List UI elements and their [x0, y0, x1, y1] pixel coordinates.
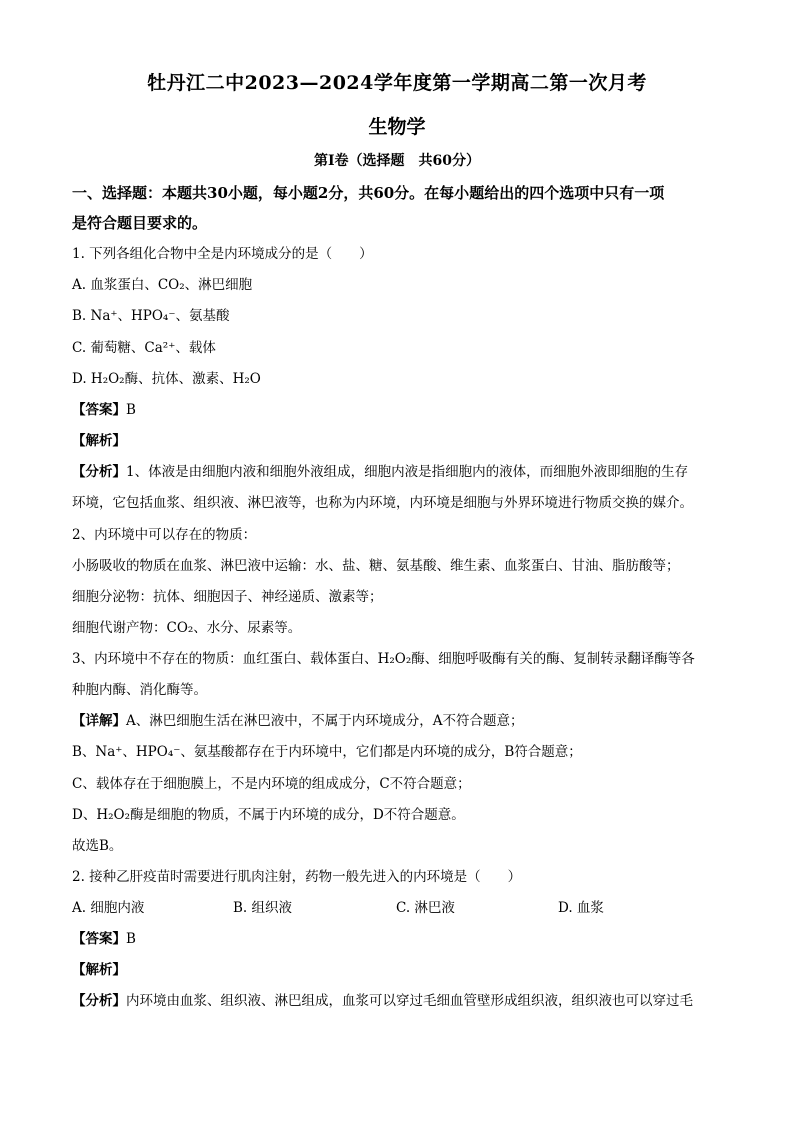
q1-option-b: B. Na⁺、HPO₄⁻、氨基酸 — [72, 308, 230, 324]
answer-value: B — [126, 931, 136, 947]
q1-option-d: D. H₂O₂酶、抗体、激素、H₂O — [72, 371, 261, 387]
instructions-line-1: 一、选择题：本题共30小题，每小题2分，共60分。在每小题给出的四个选项中只有一项 — [72, 184, 665, 202]
q1-xiangjie-1 — [72, 712, 732, 730]
section-title: 第Ⅰ卷（选择题 共60分） — [313, 153, 481, 169]
q2-option-b: B. 组织液 — [233, 900, 293, 916]
fenxi-text: 内环境由血浆、组织液、淋巴组成，血浆可以穿过毛细血管壁形成组织液，组织液也可以穿过毛 — [126, 993, 693, 1009]
q1-option-a: A. 血浆蛋白、CO₂、淋巴细胞 — [72, 277, 253, 293]
subject-title: 生物学 — [368, 116, 426, 138]
exam-title: 牡丹江二中2023—2024学年度第一学期高二第一次月考 — [147, 72, 647, 94]
q2-stem: 2. 接种乙肝疫苗时需要进行肌肉注射，药物一般先进入的内环境是（ ） — [72, 869, 522, 885]
q1-option-c: C. 葡萄糖、Ca²⁺、载体 — [72, 340, 216, 356]
fenxi-tag: 【分析】 — [72, 993, 126, 1009]
q1-xiangjie-4: D、H₂O₂酶是细胞的物质，不属于内环境的成分，D不符合题意。 — [72, 807, 465, 823]
xiangjie-text: A、淋巴细胞生活在淋巴液中，不属于内环境成分，A不符合题意； — [126, 713, 524, 729]
q1-fenxi-6: 细胞代谢产物：CO₂、水分、尿素等。 — [72, 620, 302, 636]
q1-fenxi-1 — [72, 463, 732, 481]
instructions-line-2: 是符合题目要求的。 — [72, 214, 208, 232]
answer-value: B — [126, 402, 136, 418]
q1-fenxi-5: 细胞分泌物：抗体、细胞因子、神经递质、激素等； — [72, 589, 383, 605]
q1-fenxi-2: 环境，它包括血浆、组织液、淋巴液等，也称为内环境，内环境是细胞与外界环境进行物质交换的媒介。 — [72, 495, 693, 511]
fenxi-tag: 【分析】 — [72, 464, 126, 480]
q1-xiangjie-2: B、Na⁺、HPO₄⁻、氨基酸都存在于内环境中，它们都是内环境的成分，B符合题意； — [72, 744, 582, 760]
q2-option-d: D. 血浆 — [558, 900, 604, 916]
q2-analysis-tag: 【解析】 — [72, 962, 126, 978]
fenxi-text: 1、体液是由细胞内液和细胞外液组成，细胞内液是指细胞内的液体，而细胞外液即细胞的生存 — [126, 464, 689, 480]
q1-xiangjie-3: C、载体存在于细胞膜上，不是内环境的组成成分，C不符合题意； — [72, 776, 471, 792]
q2-option-c: C. 淋巴液 — [396, 900, 455, 916]
q2-answer — [72, 930, 732, 948]
q1-conclusion: 故选B。 — [72, 838, 123, 854]
answer-tag: 【答案】 — [72, 402, 126, 418]
q1-answer — [72, 401, 732, 419]
xiangjie-tag: 【详解】 — [72, 713, 126, 729]
answer-tag: 【答案】 — [72, 931, 126, 947]
q2-fenxi-1 — [72, 992, 732, 1010]
q2-option-a: A. 细胞内液 — [72, 900, 145, 916]
q1-analysis-tag: 【解析】 — [72, 433, 126, 449]
q1-fenxi-8: 种胞内酶、消化酶等。 — [72, 682, 207, 698]
q1-fenxi-4: 小肠吸收的物质在血浆、淋巴液中运输：水、盐、糖、氨基酸、维生素、血浆蛋白、甘油、脂肪酸等； — [72, 558, 680, 574]
q1-stem: 1. 下列各组化合物中全是内环境成分的是（ ） — [72, 246, 373, 262]
q1-fenxi-7: 3、内环境中不存在的物质：血红蛋白、载体蛋白、H₂O₂酶、细胞呼吸酶有关的酶、复制转录翻译酶等各 — [72, 651, 695, 667]
q1-fenxi-3: 2、内环境中可以存在的物质： — [72, 527, 257, 543]
